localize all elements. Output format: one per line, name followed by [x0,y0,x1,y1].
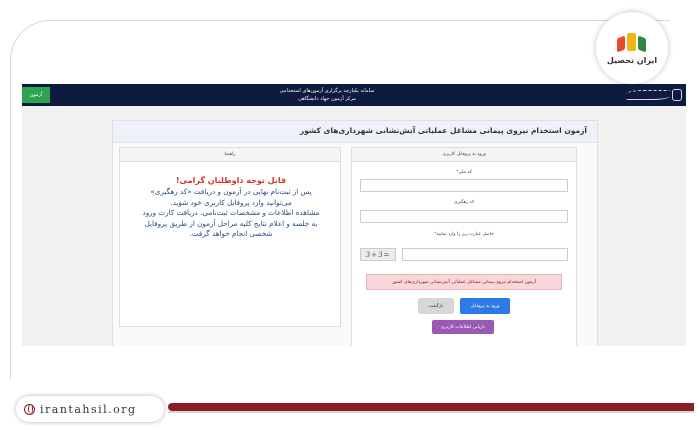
captcha-image: 3+3= [360,248,396,261]
site-header [22,84,686,106]
guide-line: شخصی انجام خواهد گرفت. [189,229,273,238]
page-title: آزمون استخدام نیروی پیمانی مشاغل عملیاتی آتش‌نشانی شهرداری‌های کشور [299,126,587,135]
guide-text [124,187,338,240]
emblem-icon [672,89,682,101]
logo-text: ایران تحصیل [606,56,658,65]
exam-page [112,120,598,346]
guide-heading: قابل توجه داوطلبان گرامی! [175,176,287,185]
globe-icon [24,404,35,415]
exam-enter-button[interactable]: آزمون [22,87,50,103]
national-code-input[interactable] [360,179,568,192]
page-header [113,121,597,143]
national-code-label: کد ملی* [456,170,472,175]
screenshot [22,84,686,346]
site-url-pill[interactable] [16,396,164,422]
frame-bottom-bar [168,403,694,411]
guide-panel [119,147,341,327]
calligraphy-logo-icon [626,90,670,100]
jahad-logo[interactable] [626,87,682,103]
guide-line: مشاهده اطلاعات و مشخصات ثبت‌نامی، دریافت کارت ورود [142,208,320,217]
system-title-line2: مرکز آزمون جهاد دانشگاهی [298,96,356,102]
captcha-input[interactable] [402,248,568,261]
tracking-code-input[interactable] [360,210,568,223]
guide-body [124,176,338,240]
site-url: irantahsil.org [40,402,137,416]
guide-line: پس از ثبت‌نام نهایی در آزمون و دریافت «کد رهگیری» [150,187,312,196]
captcha-label: حاصل عبارت زیر را وارد نمایید* [434,232,494,237]
system-title [242,87,412,103]
login-panel-header: ورود به پروفایل کاربری [352,148,576,162]
login-panel [351,147,577,346]
exam-alert: آزمون استخدام نیروی پیمانی مشاغل عملیاتی آتش‌نشانی شهرداری‌های کشور [366,274,562,290]
guide-line: به جلسه و اعلام نتایج کلیه مراحل آزمون از طریق پروفایل [144,218,318,228]
guide-line: می‌توانید وارد پروفایل کاربری خود شوید. [170,197,292,207]
guide-panel-header: راهنما [120,148,340,162]
system-title-line1: سامانه یکپارچه برگزاری آزمون‌های استخدامی [279,88,375,94]
book-logo-icon [614,31,650,53]
recover-info-button[interactable]: بازیابی اطلاعات کاربری [432,320,494,334]
irantahsil-logo [596,12,668,84]
tracking-code-label: کد رهگیری [453,200,475,205]
back-button[interactable]: بازگشت [418,298,454,314]
login-button[interactable]: ورود به پروفایل [460,298,510,314]
frame-bottom-line [168,411,694,413]
